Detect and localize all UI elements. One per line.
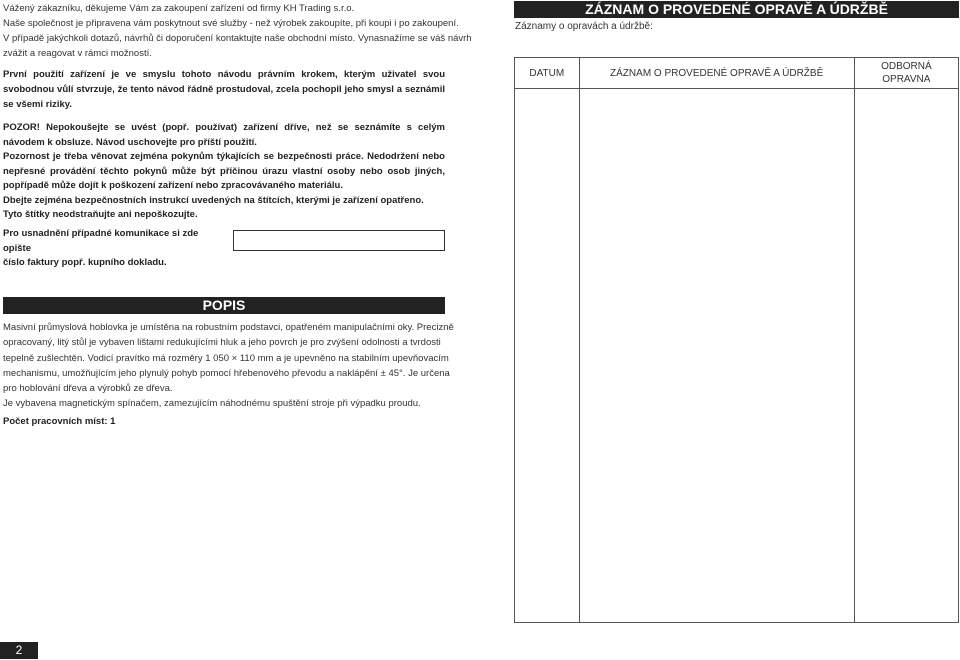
popis-line: Je vybavena magnetickým spínačem, zamezujícím náhodnému spuštění stroje při výpadku proudu.	[3, 398, 421, 410]
invoice-instruction	[3, 227, 228, 271]
popis-line: opracovaný, litý stůl je vybaven lištami redukujícími hluk a jeho povrch je pro zvýšení odolnosti a tvrdosti	[3, 337, 441, 349]
record-title: ZÁZNAM O PROVEDENÉ OPRAVĚ A ÚDRŽBĚ	[514, 1, 959, 18]
service-cell[interactable]	[854, 89, 958, 623]
warning-paragraph: POZOR! Nepokoušejte se uvést (popř. používat) zařízení dříve, než se seznámíte s celým návodem k obsluze. Návod uschovejte pro příští použití.	[3, 122, 445, 148]
page-number: 2	[0, 642, 38, 659]
service-header-line: ODBORNÁ	[881, 61, 932, 72]
workplaces-count: Počet pracovních míst: 1	[3, 416, 116, 427]
intro-line: zvážit a reagovat v rámci možností.	[3, 48, 152, 59]
popis-heading: POPIS	[3, 297, 445, 314]
warning-paragraph: Tyto štítky neodstraňujte ani nepoškozujte.	[3, 209, 198, 220]
warning-paragraph: Dbejte zejména bezpečnostních instrukcí uvedených na štítcích, kterými je zařízení opatřeno.	[3, 194, 424, 206]
date-cell[interactable]	[515, 89, 580, 623]
invoice-line: Pro usnadnění případné komunikace si zde opište	[3, 228, 199, 254]
maintenance-log-table	[514, 57, 959, 623]
record-subtitle: Záznamy o opravách a údržbě:	[515, 21, 653, 32]
record-cell[interactable]	[579, 89, 854, 623]
column-header-service	[854, 58, 958, 89]
table-header-row	[515, 58, 959, 89]
intro-text	[3, 1, 472, 61]
warning-block	[3, 121, 445, 223]
invoice-line: číslo faktury popř. kupního dokladu.	[3, 257, 167, 268]
intro-line: V případě jakýchkoli dotazů, návrhů či doporučení kontaktujte naše obchodní místo. Vynasnažíme se váš návrh	[3, 33, 472, 44]
table-row	[515, 89, 959, 623]
popis-line: mechanismu, umožňujícím jeho plynulý pohyb pomocí hřebenového převodu a naklápění ± 45°. Je určena	[3, 367, 450, 379]
popis-line: tepelně zušlechtěn. Vodicí pravítko má rozměry 1 050 × 110 mm a je upevněno na stabilním upevňovacím	[3, 352, 449, 364]
popis-line: pro hoblování dřeva a výrobků ze dřeva.	[3, 383, 173, 395]
popis-description	[3, 320, 454, 412]
popis-line: Masivní průmyslová hoblovka je umístěna na robustním podstavci, opatřeném manipulačními oky. Precizně	[3, 322, 454, 333]
intro-line: Vážený zákazníku, děkujeme Vám za zakoupení zařízení od firmy KH Trading s.r.o.	[3, 3, 355, 14]
service-header-line: OPRAVNA	[882, 74, 931, 85]
column-header-date: DATUM	[515, 58, 580, 89]
intro-line: Naše společnost je připravena vám poskytnout své služby - než výrobek zakoupíte, při koupi i po zakoupení.	[3, 18, 459, 29]
column-header-record: ZÁZNAM O PROVEDENÉ OPRAVĚ A ÚDRŽBĚ	[579, 58, 854, 89]
warning-paragraph: Pozornost je třeba věnovat zejména pokynům týkajících se bezpečnosti práce. Nedodržení nebo nepřesné provádění těchto pokynů může být příčinou úrazu vlastní osoby nebo osob jiných, popřípadě může dojít k poškození zařízení nebo zpracovávaného materiálu.	[3, 151, 445, 191]
invoice-number-field[interactable]	[233, 230, 445, 251]
first-use-notice: První použití zařízení je ve smyslu tohoto návodu právním krokem, kterým uživatel svou svobodnou vůlí stvrzuje, že tento návod řádně prostudoval, zcela pochopil jeho smysl a seznámil se všemi riziky.	[3, 69, 445, 110]
